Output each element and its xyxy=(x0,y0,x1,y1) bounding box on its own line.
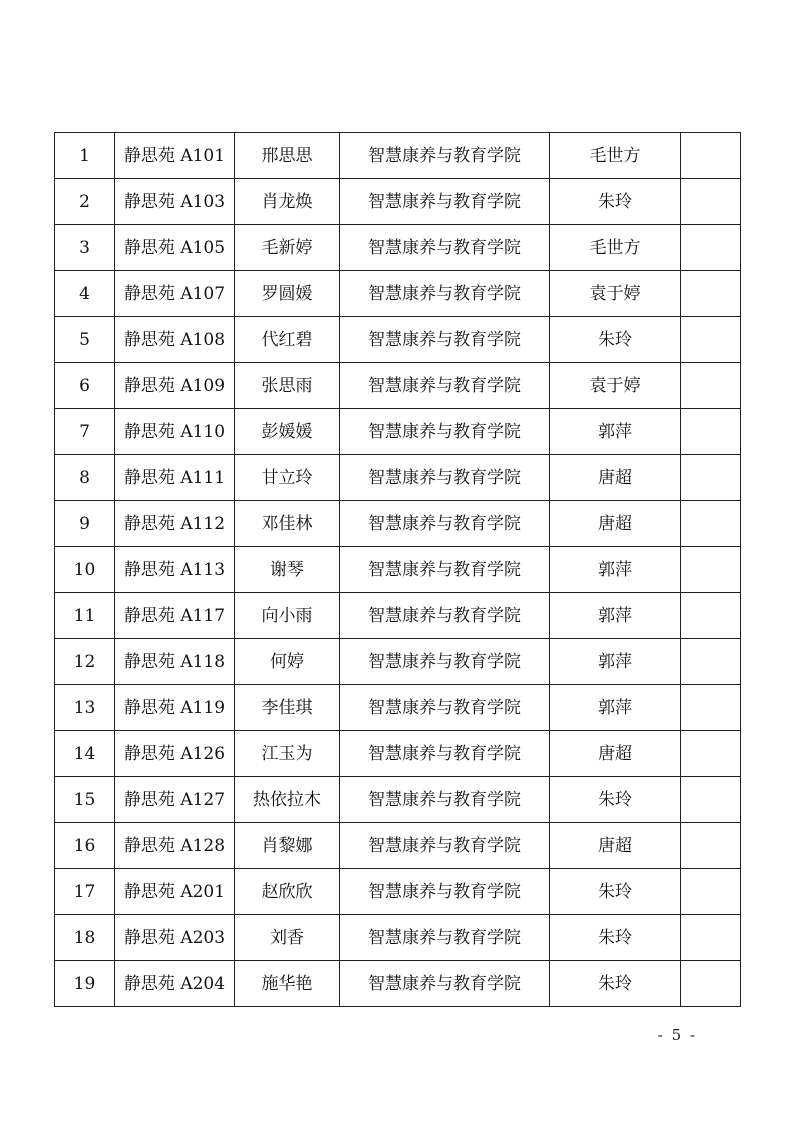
student-name-cell: 向小雨 xyxy=(235,593,340,639)
mentor-cell: 朱玲 xyxy=(550,961,681,1007)
row-number-cell: 19 xyxy=(55,961,115,1007)
dorm-room-cell: 静思苑 A117 xyxy=(115,593,235,639)
note-cell xyxy=(681,685,741,731)
dorm-room-cell: 静思苑 A119 xyxy=(115,685,235,731)
student-name-cell: 邢思思 xyxy=(235,133,340,179)
college-cell: 智慧康养与教育学院 xyxy=(340,225,550,271)
note-cell xyxy=(681,133,741,179)
row-number-cell: 15 xyxy=(55,777,115,823)
college-cell: 智慧康养与教育学院 xyxy=(340,547,550,593)
dorm-room-cell: 静思苑 A108 xyxy=(115,317,235,363)
row-number-cell: 11 xyxy=(55,593,115,639)
dorm-room-cell: 静思苑 A203 xyxy=(115,915,235,961)
mentor-cell: 郭萍 xyxy=(550,639,681,685)
table-row xyxy=(55,823,741,869)
student-name-cell: 甘立玲 xyxy=(235,455,340,501)
student-name-cell: 毛新婷 xyxy=(235,225,340,271)
student-name-cell: 谢琴 xyxy=(235,547,340,593)
mentor-cell: 郭萍 xyxy=(550,685,681,731)
note-cell xyxy=(681,501,741,547)
row-number-cell: 13 xyxy=(55,685,115,731)
table-row xyxy=(55,133,741,179)
dorm-room-cell: 静思苑 A107 xyxy=(115,271,235,317)
college-cell: 智慧康养与教育学院 xyxy=(340,409,550,455)
mentor-cell: 朱玲 xyxy=(550,179,681,225)
note-cell xyxy=(681,869,741,915)
row-number-cell: 6 xyxy=(55,363,115,409)
page-number: - 5 - xyxy=(657,1026,697,1044)
row-number-cell: 17 xyxy=(55,869,115,915)
note-cell xyxy=(681,179,741,225)
student-name-cell: 彭媛媛 xyxy=(235,409,340,455)
college-cell: 智慧康养与教育学院 xyxy=(340,639,550,685)
college-cell: 智慧康养与教育学院 xyxy=(340,777,550,823)
table-row xyxy=(55,961,741,1007)
dorm-room-cell: 静思苑 A111 xyxy=(115,455,235,501)
college-cell: 智慧康养与教育学院 xyxy=(340,501,550,547)
table-row xyxy=(55,455,741,501)
college-cell: 智慧康养与教育学院 xyxy=(340,823,550,869)
student-name-cell: 刘香 xyxy=(235,915,340,961)
row-number-cell: 14 xyxy=(55,731,115,777)
student-name-cell: 邓佳林 xyxy=(235,501,340,547)
note-cell xyxy=(681,271,741,317)
dorm-room-cell: 静思苑 A201 xyxy=(115,869,235,915)
table-row xyxy=(55,685,741,731)
table-row xyxy=(55,593,741,639)
table-row xyxy=(55,639,741,685)
row-number-cell: 2 xyxy=(55,179,115,225)
college-cell: 智慧康养与教育学院 xyxy=(340,317,550,363)
dorm-room-cell: 静思苑 A127 xyxy=(115,777,235,823)
table-row xyxy=(55,225,741,271)
table-row xyxy=(55,869,741,915)
mentor-cell: 朱玲 xyxy=(550,777,681,823)
dorm-room-cell: 静思苑 A109 xyxy=(115,363,235,409)
row-number-cell: 9 xyxy=(55,501,115,547)
note-cell xyxy=(681,455,741,501)
row-number-cell: 18 xyxy=(55,915,115,961)
mentor-cell: 郭萍 xyxy=(550,547,681,593)
student-name-cell: 肖黎娜 xyxy=(235,823,340,869)
row-number-cell: 8 xyxy=(55,455,115,501)
college-cell: 智慧康养与教育学院 xyxy=(340,271,550,317)
note-cell xyxy=(681,363,741,409)
mentor-cell: 唐超 xyxy=(550,455,681,501)
student-name-cell: 李佳琪 xyxy=(235,685,340,731)
college-cell: 智慧康养与教育学院 xyxy=(340,685,550,731)
row-number-cell: 1 xyxy=(55,133,115,179)
dorm-room-cell: 静思苑 A105 xyxy=(115,225,235,271)
dorm-room-cell: 静思苑 A204 xyxy=(115,961,235,1007)
college-cell: 智慧康养与教育学院 xyxy=(340,593,550,639)
dormitory-roster-table xyxy=(54,132,741,1007)
mentor-cell: 郭萍 xyxy=(550,409,681,455)
table-row xyxy=(55,777,741,823)
student-name-cell: 何婷 xyxy=(235,639,340,685)
mentor-cell: 毛世方 xyxy=(550,225,681,271)
note-cell xyxy=(681,777,741,823)
college-cell: 智慧康养与教育学院 xyxy=(340,915,550,961)
dorm-room-cell: 静思苑 A101 xyxy=(115,133,235,179)
college-cell: 智慧康养与教育学院 xyxy=(340,455,550,501)
note-cell xyxy=(681,409,741,455)
note-cell xyxy=(681,593,741,639)
row-number-cell: 7 xyxy=(55,409,115,455)
note-cell xyxy=(681,915,741,961)
mentor-cell: 毛世方 xyxy=(550,133,681,179)
note-cell xyxy=(681,547,741,593)
student-name-cell: 张思雨 xyxy=(235,363,340,409)
note-cell xyxy=(681,961,741,1007)
table-row xyxy=(55,409,741,455)
college-cell: 智慧康养与教育学院 xyxy=(340,869,550,915)
table-row xyxy=(55,731,741,777)
table-row xyxy=(55,317,741,363)
college-cell: 智慧康养与教育学院 xyxy=(340,961,550,1007)
student-name-cell: 江玉为 xyxy=(235,731,340,777)
roster-table-body xyxy=(55,133,741,1007)
student-name-cell: 施华艳 xyxy=(235,961,340,1007)
dorm-room-cell: 静思苑 A113 xyxy=(115,547,235,593)
table-row xyxy=(55,547,741,593)
table-row xyxy=(55,179,741,225)
mentor-cell: 唐超 xyxy=(550,501,681,547)
row-number-cell: 3 xyxy=(55,225,115,271)
dorm-room-cell: 静思苑 A126 xyxy=(115,731,235,777)
note-cell xyxy=(681,225,741,271)
mentor-cell: 郭萍 xyxy=(550,593,681,639)
college-cell: 智慧康养与教育学院 xyxy=(340,133,550,179)
dorm-room-cell: 静思苑 A128 xyxy=(115,823,235,869)
mentor-cell: 唐超 xyxy=(550,731,681,777)
table-row xyxy=(55,915,741,961)
note-cell xyxy=(681,823,741,869)
student-name-cell: 代红碧 xyxy=(235,317,340,363)
table-row xyxy=(55,363,741,409)
mentor-cell: 袁于婷 xyxy=(550,271,681,317)
row-number-cell: 16 xyxy=(55,823,115,869)
note-cell xyxy=(681,317,741,363)
college-cell: 智慧康养与教育学院 xyxy=(340,363,550,409)
dorm-room-cell: 静思苑 A118 xyxy=(115,639,235,685)
row-number-cell: 4 xyxy=(55,271,115,317)
row-number-cell: 12 xyxy=(55,639,115,685)
dorm-room-cell: 静思苑 A112 xyxy=(115,501,235,547)
row-number-cell: 10 xyxy=(55,547,115,593)
mentor-cell: 朱玲 xyxy=(550,915,681,961)
mentor-cell: 唐超 xyxy=(550,823,681,869)
note-cell xyxy=(681,639,741,685)
note-cell xyxy=(681,731,741,777)
student-name-cell: 肖龙焕 xyxy=(235,179,340,225)
student-name-cell: 热依拉木 xyxy=(235,777,340,823)
student-name-cell: 罗圆媛 xyxy=(235,271,340,317)
college-cell: 智慧康养与教育学院 xyxy=(340,731,550,777)
college-cell: 智慧康养与教育学院 xyxy=(340,179,550,225)
dorm-room-cell: 静思苑 A110 xyxy=(115,409,235,455)
mentor-cell: 袁于婷 xyxy=(550,363,681,409)
table-row xyxy=(55,271,741,317)
dorm-room-cell: 静思苑 A103 xyxy=(115,179,235,225)
row-number-cell: 5 xyxy=(55,317,115,363)
table-row xyxy=(55,501,741,547)
student-name-cell: 赵欣欣 xyxy=(235,869,340,915)
mentor-cell: 朱玲 xyxy=(550,317,681,363)
mentor-cell: 朱玲 xyxy=(550,869,681,915)
